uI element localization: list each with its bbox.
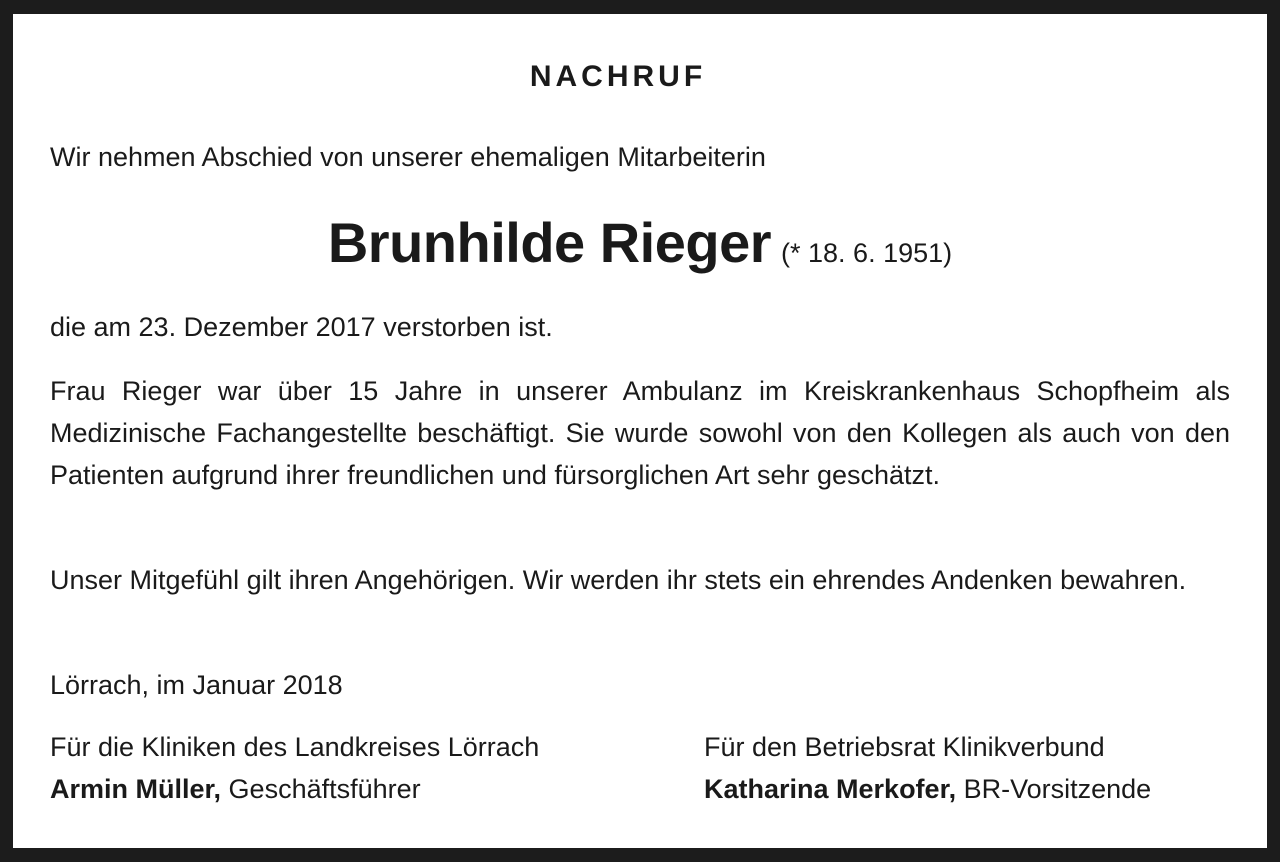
signature-left-signer xyxy=(50,768,539,810)
condolence-paragraph: Unser Mitgefühl gilt ihren Angehörigen. Wir werden ihr stets ein ehrendes Andenken bewahren. xyxy=(50,565,1187,595)
death-date-line: die am 23. Dezember 2017 verstorben ist. xyxy=(50,312,553,342)
signature-left-organization: Für die Kliniken des Landkreises Lörrach xyxy=(50,732,540,762)
signature-right-signer xyxy=(704,768,1151,810)
birth-date: (* 18. 6. 1951) xyxy=(781,238,953,268)
signature-left-name: Armin Müller, xyxy=(50,774,222,804)
deceased-name: Brunhilde Rieger xyxy=(327,211,772,274)
signature-right-organization: Für den Betriebsrat Klinikverbund xyxy=(704,732,1105,762)
signature-left-role: Geschäftsführer xyxy=(228,774,421,804)
intro-text: Wir nehmen Abschied von unserer ehemaligen Mitarbeiterin xyxy=(50,142,766,172)
obituary-notice xyxy=(13,14,1267,848)
deceased-name-row xyxy=(13,210,1267,275)
signature-right-role: BR-Vorsitzende xyxy=(963,774,1152,804)
signature-right-name: Katharina Merkofer, xyxy=(704,774,957,804)
signature-right xyxy=(704,726,1151,810)
notice-heading: NACHRUF xyxy=(529,60,707,93)
place-date: Lörrach, im Januar 2018 xyxy=(50,670,343,700)
signature-left xyxy=(50,726,539,810)
tribute-paragraph: Frau Rieger war über 15 Jahre in unserer Ambulanz im Kreiskrankenhaus Schopfheim als Medizinische Fachangestellte beschäftigt. Sie wurde sowohl von den Kollegen als auch von den Patienten aufgrund ihrer freundlichen und fürsorglichen Art sehr geschätzt. xyxy=(50,376,1230,490)
